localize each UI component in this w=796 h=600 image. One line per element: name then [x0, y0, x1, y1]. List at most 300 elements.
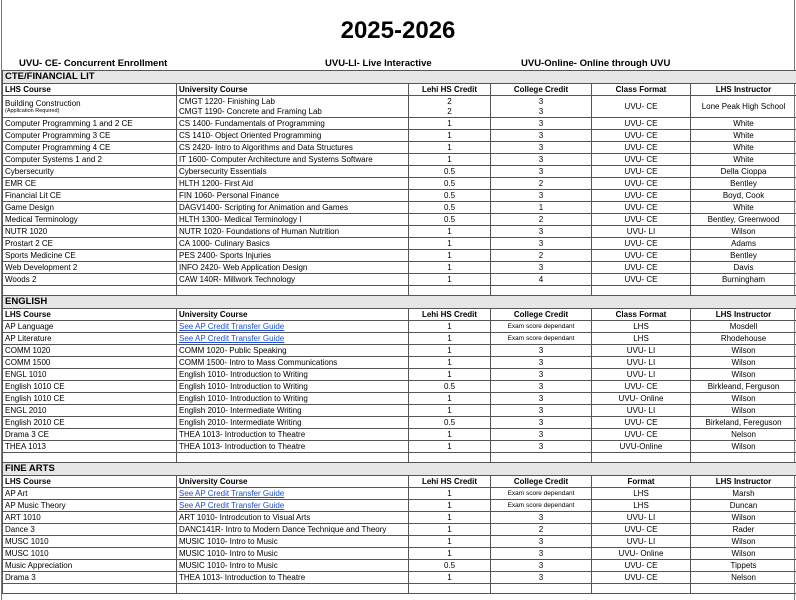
class-format: UVU- CE — [592, 238, 691, 250]
university-course — [177, 429, 409, 441]
lhs-credit-value: 2 — [447, 106, 452, 116]
lhs-instructor: Wilson — [691, 548, 796, 560]
college-credit — [491, 393, 592, 405]
class-format: LHS — [592, 321, 691, 333]
lhs-instructor: Boyd, Cook — [691, 190, 796, 202]
class-format: UVU- Online — [592, 393, 691, 405]
university-course-name: English 1010- Introduction to Writing — [179, 382, 308, 391]
lhs-credit-value: 0.5 — [443, 179, 456, 188]
lhs-instructor: Birkleand, Ferguson — [691, 381, 796, 393]
college-credit — [491, 429, 592, 441]
college-credit-value: 3 — [538, 573, 544, 582]
lhs-instructor: Della Cioppa — [691, 166, 796, 178]
university-course-name: INFO 2420- Web Application Design — [179, 263, 308, 272]
college-credit-value: 3 — [538, 418, 544, 427]
lhs-instructor: Wilson — [691, 357, 796, 369]
university-course — [177, 178, 409, 190]
table-row — [3, 154, 796, 166]
college-credit — [491, 321, 592, 333]
university-course — [177, 524, 409, 536]
college-credit — [491, 250, 592, 262]
lhs-course-name: Medical Terminology — [5, 215, 78, 224]
class-format: UVU- LI — [592, 405, 691, 417]
college-credit-value: 3 — [538, 549, 544, 558]
college-credit — [491, 118, 592, 130]
table-row — [3, 226, 796, 238]
column-header: LHS Course — [3, 309, 177, 321]
class-format: UVU- CE — [592, 381, 691, 393]
college-credit-value: 3 — [538, 143, 544, 152]
class-format: UVU- LI — [592, 369, 691, 381]
lhs-credit-value: 0.5 — [443, 418, 456, 427]
class-format: UVU- LI — [592, 226, 691, 238]
lhs-instructor: Davis — [691, 262, 796, 274]
lhs-instructor: Adams — [691, 238, 796, 250]
lhs-credit-value: 2 — [447, 96, 452, 106]
lhs-course — [3, 154, 177, 166]
lhs-credit-value: 1 — [447, 358, 452, 367]
column-header: College Credit — [491, 476, 592, 488]
lhs-instructor: Wilson — [691, 536, 796, 548]
university-course-name: MUSIC 1010- Intro to Music — [179, 549, 278, 558]
university-course — [177, 154, 409, 166]
lhs-credit-value: 1 — [447, 525, 452, 534]
lhs-course — [3, 202, 177, 214]
class-format: UVU- CE — [592, 190, 691, 202]
college-credit-value: 3 — [538, 263, 544, 272]
university-course — [177, 238, 409, 250]
column-header: University Course — [177, 309, 409, 321]
class-format: UVU- LI — [592, 512, 691, 524]
college-credit — [491, 572, 592, 584]
lhs-credit-value: 1 — [447, 549, 452, 558]
lhs-credit — [409, 548, 491, 560]
lhs-instructor: Marsh — [691, 488, 796, 500]
empty-cell — [409, 286, 491, 296]
college-credit-value: 3 — [538, 96, 544, 106]
table-row — [3, 405, 796, 417]
college-credit-value: 1 — [538, 203, 544, 212]
lhs-instructor: Lone Peak High School — [691, 96, 796, 118]
lhs-credit-value: 1 — [447, 263, 452, 272]
lhs-instructor: Wilson — [691, 405, 796, 417]
ap-transfer-guide-link[interactable]: See AP Credit Transfer Guide — [179, 501, 285, 510]
college-credit-value: 3 — [538, 513, 544, 522]
lhs-course — [3, 238, 177, 250]
empty-cell — [177, 453, 409, 463]
university-course — [177, 536, 409, 548]
lhs-course — [3, 429, 177, 441]
table-row — [3, 345, 796, 357]
column-header: Lehi HS Credit — [409, 84, 491, 96]
column-header-row — [3, 476, 796, 488]
lhs-credit-value: 0.5 — [443, 191, 456, 200]
class-format: LHS — [592, 333, 691, 345]
lhs-instructor: Tippets — [691, 560, 796, 572]
class-format: UVU- Online — [592, 548, 691, 560]
section-header — [3, 296, 796, 309]
table-row — [3, 321, 796, 333]
lhs-course-name: English 1010 CE — [5, 382, 65, 391]
lhs-course — [3, 226, 177, 238]
college-credit — [491, 536, 592, 548]
university-course-name: COMM 1500- Intro to Mass Communications — [179, 358, 338, 367]
class-format: UVU- CE — [592, 142, 691, 154]
lhs-instructor: Wilson — [691, 512, 796, 524]
university-course-name: THEA 1013- Introduction to Theatre — [179, 430, 306, 439]
college-credit-value: 2 — [538, 251, 544, 260]
college-credit — [491, 441, 592, 453]
college-credit — [491, 405, 592, 417]
university-course — [177, 333, 409, 345]
university-course — [177, 488, 409, 500]
class-format: UVU- CE — [592, 429, 691, 441]
lhs-credit — [409, 250, 491, 262]
lhs-credit-value: 1 — [447, 251, 452, 260]
empty-cell — [409, 584, 491, 594]
lhs-credit-value: 1 — [447, 227, 452, 236]
table-row — [3, 357, 796, 369]
university-course-name: PES 2400- Sports Injuries — [179, 251, 272, 260]
ap-transfer-guide-link[interactable]: See AP Credit Transfer Guide — [179, 322, 285, 331]
university-course-name: HLTH 1200- First Aid — [179, 179, 254, 188]
college-credit — [491, 190, 592, 202]
column-header-row — [3, 309, 796, 321]
college-credit — [491, 142, 592, 154]
lhs-course-name: Music Appreciation — [5, 561, 73, 570]
university-course-name: English 1010- Introduction to Writing — [179, 370, 308, 379]
college-credit-value: 3 — [538, 382, 544, 391]
university-course — [177, 166, 409, 178]
legend-ce: UVU- CE- Concurrent Enrollment — [19, 57, 168, 69]
lhs-instructor: White — [691, 154, 796, 166]
university-course-name: CA 1000- Culinary Basics — [179, 239, 270, 248]
lhs-credit — [409, 357, 491, 369]
class-format: UVU- CE — [592, 202, 691, 214]
university-course-name: English 2010- Intermediate Writing — [179, 418, 302, 427]
table-row — [3, 488, 796, 500]
university-course — [177, 202, 409, 214]
university-course — [177, 142, 409, 154]
class-format: UVU- CE — [592, 154, 691, 166]
lhs-credit — [409, 512, 491, 524]
column-header: LHS Instructor — [691, 84, 796, 96]
class-format: UVU- CE — [592, 524, 691, 536]
lhs-course — [3, 142, 177, 154]
lhs-course-name: AP Music Theory — [5, 501, 66, 510]
ap-transfer-guide-link[interactable]: See AP Credit Transfer Guide — [179, 334, 285, 343]
class-format: LHS — [592, 488, 691, 500]
lhs-course — [3, 357, 177, 369]
lhs-instructor: Bentley — [691, 178, 796, 190]
lhs-credit — [409, 142, 491, 154]
lhs-credit-value: 1 — [447, 406, 452, 415]
college-credit-value: 3 — [538, 406, 544, 415]
lhs-instructor: White — [691, 202, 796, 214]
lhs-credit — [409, 524, 491, 536]
college-credit — [491, 488, 592, 500]
college-credit — [491, 214, 592, 226]
lhs-course — [3, 250, 177, 262]
lhs-course — [3, 417, 177, 429]
university-course — [177, 96, 409, 118]
empty-cell — [491, 286, 592, 296]
university-course — [177, 118, 409, 130]
lhs-course — [3, 333, 177, 345]
lhs-credit-value: 1 — [447, 334, 452, 343]
column-header: Class Format — [592, 309, 691, 321]
college-credit-value: 3 — [538, 131, 544, 140]
lhs-credit — [409, 369, 491, 381]
lhs-instructor: Wilson — [691, 226, 796, 238]
lhs-credit — [409, 417, 491, 429]
university-course — [177, 214, 409, 226]
lhs-course-name: EMR CE — [5, 179, 37, 188]
class-format: UVU- CE — [592, 166, 691, 178]
lhs-instructor: Wilson — [691, 393, 796, 405]
lhs-course-name: Drama 3 — [5, 573, 36, 582]
class-format: UVU-Online — [592, 441, 691, 453]
college-credit-value: 2 — [538, 179, 544, 188]
table-row — [3, 536, 796, 548]
lhs-instructor: Birkeland, Fereguson — [691, 417, 796, 429]
lhs-credit-value: 1 — [447, 537, 452, 546]
lhs-course-name: COMM 1500 — [5, 358, 51, 367]
lhs-credit — [409, 441, 491, 453]
lhs-credit-value: 1 — [447, 442, 452, 451]
lhs-course-name: Computer Programming 4 CE — [5, 143, 111, 152]
university-course-name: THEA 1013- Introduction to Theatre — [179, 442, 306, 451]
lhs-credit — [409, 118, 491, 130]
lhs-course — [3, 512, 177, 524]
lhs-credit-value: 1 — [447, 573, 452, 582]
lhs-credit — [409, 500, 491, 512]
lhs-instructor: White — [691, 130, 796, 142]
table-row — [3, 369, 796, 381]
university-course-name: CS 2420- Intro to Algorithms and Data Structures — [179, 143, 353, 152]
column-header: University Course — [177, 476, 409, 488]
class-format: UVU- CE — [592, 214, 691, 226]
section-header — [3, 463, 796, 476]
college-credit — [491, 274, 592, 286]
university-course — [177, 560, 409, 572]
university-course — [177, 262, 409, 274]
lhs-course-name: Woods 2 — [5, 275, 37, 284]
college-credit — [491, 166, 592, 178]
lhs-credit — [409, 405, 491, 417]
lhs-credit — [409, 560, 491, 572]
class-format: UVU- CE — [592, 572, 691, 584]
college-credit-value: 3 — [538, 358, 544, 367]
table-row — [3, 142, 796, 154]
college-credit — [491, 560, 592, 572]
lhs-credit-value: 1 — [447, 275, 452, 284]
class-format: UVU- LI — [592, 536, 691, 548]
table-row — [3, 262, 796, 274]
college-credit-value: Exam score dependant — [507, 323, 575, 330]
column-header: LHS Instructor — [691, 476, 796, 488]
lhs-course — [3, 345, 177, 357]
lhs-credit — [409, 262, 491, 274]
class-format: UVU- CE — [592, 274, 691, 286]
college-credit — [491, 512, 592, 524]
university-course-name: CMGT 1190- Concrete and Framing Lab — [179, 106, 322, 116]
university-course-name: COMM 1020- Public Speaking — [179, 346, 287, 355]
page — [1, 0, 795, 600]
lhs-course — [3, 190, 177, 202]
lhs-course — [3, 405, 177, 417]
lhs-course-name: Computer Systems 1 and 2 — [5, 155, 102, 164]
lhs-instructor: Wilson — [691, 369, 796, 381]
college-credit-value: 3 — [538, 346, 544, 355]
class-format: UVU- CE — [592, 178, 691, 190]
empty-cell — [491, 453, 592, 463]
lhs-instructor: Bentley, Greenwood — [691, 214, 796, 226]
university-course — [177, 441, 409, 453]
format-legend — [2, 56, 794, 70]
lhs-course-name: English 1010 CE — [5, 394, 65, 403]
college-credit-value: 2 — [538, 525, 544, 534]
college-credit — [491, 238, 592, 250]
lhs-course — [3, 214, 177, 226]
lhs-credit — [409, 154, 491, 166]
class-format: UVU- CE — [592, 560, 691, 572]
lhs-credit-value: 1 — [447, 394, 452, 403]
empty-cell — [691, 453, 796, 463]
lhs-credit — [409, 274, 491, 286]
university-course-name: FIN 1060- Personal Finance — [179, 191, 280, 200]
page-title: 2025-2026 — [340, 17, 456, 44]
lhs-course-name: English 2010 CE — [5, 418, 65, 427]
lhs-course — [3, 118, 177, 130]
college-credit-value: 3 — [538, 239, 544, 248]
university-course-name: NUTR 1020- Foundations of Human Nutrition — [179, 227, 340, 236]
university-course-name: CS 1400- Fundamentals of Programming — [179, 119, 325, 128]
university-course-name: Cybersecurity Essentials — [179, 167, 267, 176]
university-course — [177, 345, 409, 357]
college-credit — [491, 226, 592, 238]
lhs-course — [3, 560, 177, 572]
university-course — [177, 250, 409, 262]
lhs-credit-value: 1 — [447, 239, 452, 248]
lhs-course-name: Cybersecurity — [5, 167, 54, 176]
college-credit — [491, 333, 592, 345]
university-course — [177, 381, 409, 393]
university-course — [177, 512, 409, 524]
university-course-name: IT 1600- Computer Architecture and Systems Software — [179, 155, 373, 164]
lhs-course — [3, 262, 177, 274]
lhs-course — [3, 536, 177, 548]
college-credit — [491, 417, 592, 429]
lhs-course-name: Building Construction — [5, 99, 81, 108]
university-course — [177, 572, 409, 584]
lhs-instructor: White — [691, 142, 796, 154]
university-course — [177, 130, 409, 142]
lhs-course-name: Dance 3 — [5, 525, 35, 534]
lhs-course — [3, 393, 177, 405]
university-course — [177, 274, 409, 286]
college-credit — [491, 178, 592, 190]
lhs-credit — [409, 214, 491, 226]
table-row — [3, 333, 796, 345]
college-credit — [491, 130, 592, 142]
university-course — [177, 393, 409, 405]
table-row — [3, 548, 796, 560]
university-course-name: MUSIC 1010- Intro to Music — [179, 537, 278, 546]
column-header: University Course — [177, 84, 409, 96]
college-credit — [491, 202, 592, 214]
college-credit — [491, 369, 592, 381]
lhs-instructor: Nelson — [691, 429, 796, 441]
lhs-credit-value: 0.5 — [443, 203, 456, 212]
university-course-name: HLTH 1300- Medical Terminology I — [179, 215, 302, 224]
lhs-credit — [409, 202, 491, 214]
lhs-instructor: Nelson — [691, 572, 796, 584]
lhs-course — [3, 321, 177, 333]
lhs-course-name: MUSC 1010 — [5, 537, 49, 546]
table-row — [3, 190, 796, 202]
lhs-course — [3, 524, 177, 536]
lhs-credit — [409, 166, 491, 178]
table-row — [3, 417, 796, 429]
lhs-credit-value: 1 — [447, 131, 452, 140]
college-credit-value: 3 — [538, 227, 544, 236]
college-credit — [491, 262, 592, 274]
college-credit-value: Exam score dependant — [507, 335, 575, 342]
college-credit — [491, 96, 592, 118]
table-row — [3, 512, 796, 524]
table-row — [3, 166, 796, 178]
lhs-course — [3, 130, 177, 142]
lhs-credit — [409, 488, 491, 500]
college-credit — [491, 381, 592, 393]
lhs-course — [3, 500, 177, 512]
lhs-course-name: AP Literature — [5, 334, 52, 343]
college-credit-value: 4 — [538, 275, 544, 284]
table-row — [3, 178, 796, 190]
lhs-credit-value: 1 — [447, 322, 452, 331]
lhs-course-name: AP Language — [5, 322, 54, 331]
lhs-credit — [409, 345, 491, 357]
table-row — [3, 238, 796, 250]
lhs-course-name: ENGL 1010 — [5, 370, 47, 379]
university-course-name: CMGT 1220- Finishing Lab — [179, 96, 275, 106]
lhs-credit-value: 0.5 — [443, 167, 456, 176]
table-row — [3, 500, 796, 512]
table-row — [3, 202, 796, 214]
college-credit-value: Exam score dependant — [507, 490, 575, 497]
class-format: LHS — [592, 500, 691, 512]
section-title: CTE/FINANCIAL LIT — [3, 71, 796, 84]
college-credit — [491, 500, 592, 512]
column-header: Class Format — [592, 84, 691, 96]
empty-cell — [592, 453, 691, 463]
university-course-name: ART 1010- Introdcution to Visual Arts — [179, 513, 311, 522]
lhs-course-name: COMM 1020 — [5, 346, 51, 355]
lhs-credit-value: 0.5 — [443, 215, 456, 224]
college-credit — [491, 345, 592, 357]
lhs-credit — [409, 130, 491, 142]
university-course — [177, 190, 409, 202]
ap-transfer-guide-link[interactable]: See AP Credit Transfer Guide — [179, 489, 285, 498]
college-credit-value: 3 — [538, 106, 544, 116]
university-course — [177, 357, 409, 369]
lhs-course-name: Web Development 2 — [5, 263, 78, 272]
lhs-credit — [409, 190, 491, 202]
lhs-course-name: MUSC 1010 — [5, 549, 49, 558]
lhs-credit — [409, 238, 491, 250]
lhs-credit — [409, 96, 491, 118]
